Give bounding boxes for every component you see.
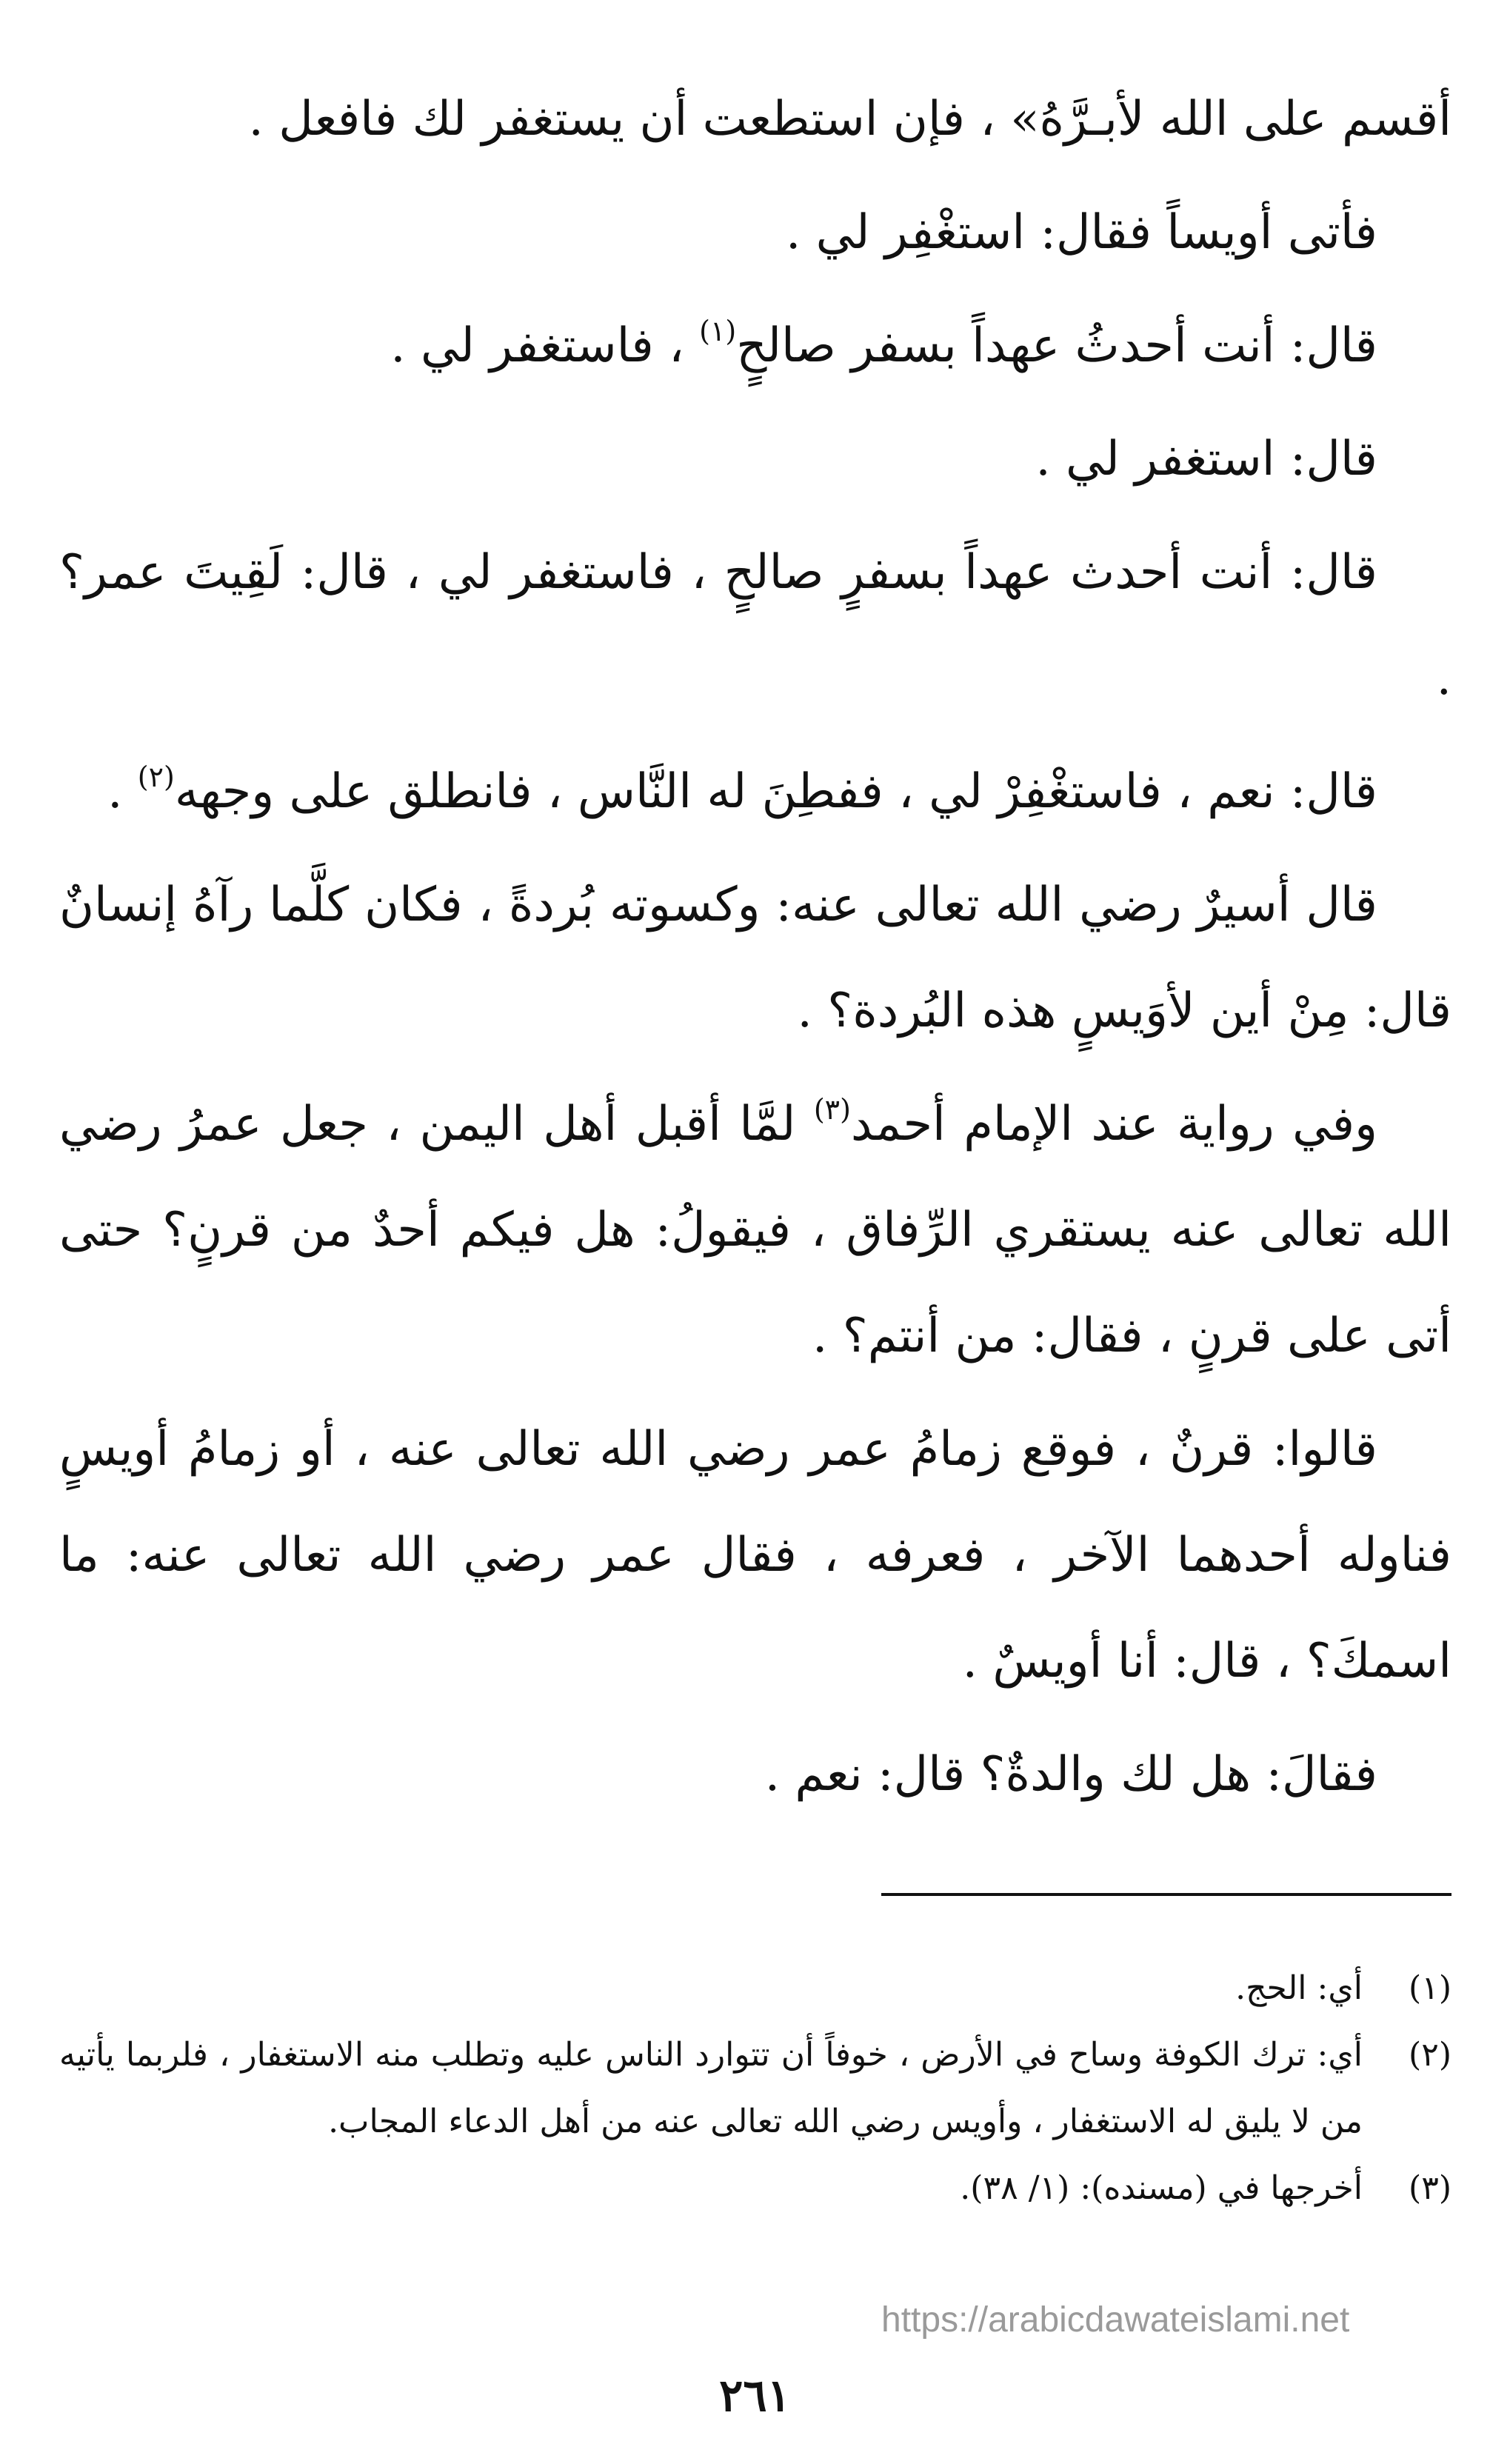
footnote-item (59, 2022, 1451, 2155)
paragraph: قال: استغفر لي . (1035, 432, 1377, 487)
paragraph: وفي رواية عند الإمام أحمد$^{(٣)}$ لمَّا أقبل أهل اليمن ، جعل عمرُ رضي الله تعالى عنه يستقري الرِّفاق ، فيقولُ: هل فيكم أحدٌ من قرنٍ؟ حتى أتى على قرنٍ ، فقال: من أنتم؟ . (59, 1093, 1451, 1363)
paragraph: أقسم على الله لأبـرَّهُ» ، فإن استطعت أن يستغفر لك فافعل . (248, 92, 1451, 147)
paragraph: قالوا: قرنٌ ، فوقع زمامُ عمر رضي الله تعالى عنه ، أو زمامُ أويسٍ فناوله أحدهما الآخر ، فعرفه ، فقال عمر رضي الله تعالى عنه: ما اسمكَ؟ ، قال: أنا أويسٌ . (59, 1422, 1451, 1689)
footnote-reference: (٣) (813, 1093, 851, 1126)
footnote-text: أخرجها في (مسنده): (١/ ٣٨). (960, 2169, 1363, 2207)
footnote-item (59, 1955, 1451, 2022)
paragraph: قال: أنت أحدثُ عهداً بسفر صالحٍ$^{(١)}$ ، فاستغفر لي . (390, 315, 1377, 373)
paragraph: فقالَ: هل لك والدةٌ؟ قال: نعم . (764, 1747, 1377, 1802)
footnote-reference: (٢) (137, 761, 175, 793)
footnote-reference: (١) (699, 315, 737, 347)
paragraph: فأتى أويساً فقال: استغْفِر لي . (785, 205, 1377, 260)
footnote-number: (٣) (1409, 2169, 1451, 2207)
main-text (59, 67, 1451, 1835)
paragraph: قال: أنت أحدث عهداً بسفرٍ صالحٍ ، فاستغفر لي ، قال: لَقِيتَ عمر؟ . (59, 545, 1451, 706)
paragraph: قال أسيرٌ رضي الله تعالى عنه: وكسوته بُردةً ، فكان كلَّما رآهُ إنسانٌ قال: مِنْ أين لأوَيسٍ هذه البُردة؟ . (59, 878, 1451, 1038)
footnote-text: أي: ترك الكوفة وساح في الأرض ، خوفاً أن تتوارد الناس عليه وتطلب منه الاستغفار ، فلربما يأتيه من لا يليق له الاستغفار ، وأويس رضي الله تعالى عنه من أهل الدعاء المجاب. (59, 2036, 1363, 2140)
footnote-separator (881, 1893, 1451, 1896)
footnotes (59, 1955, 1451, 2222)
footnote-number: (١) (1409, 1969, 1451, 2007)
footnote-item (59, 2155, 1451, 2222)
footnote-text: أي: الحج. (1235, 1969, 1363, 2007)
footnote-number: (٢) (1409, 2036, 1451, 2074)
paragraph: قال: نعم ، فاستغْفِرْ لي ، ففطِنَ له النَّاس ، فانطلق على وجهه$^{(٢)}$ . (107, 761, 1377, 819)
page-number: ٢٦١ (719, 2370, 791, 2422)
watermark-url: https://arabicdawateislami.net (881, 2300, 1350, 2340)
